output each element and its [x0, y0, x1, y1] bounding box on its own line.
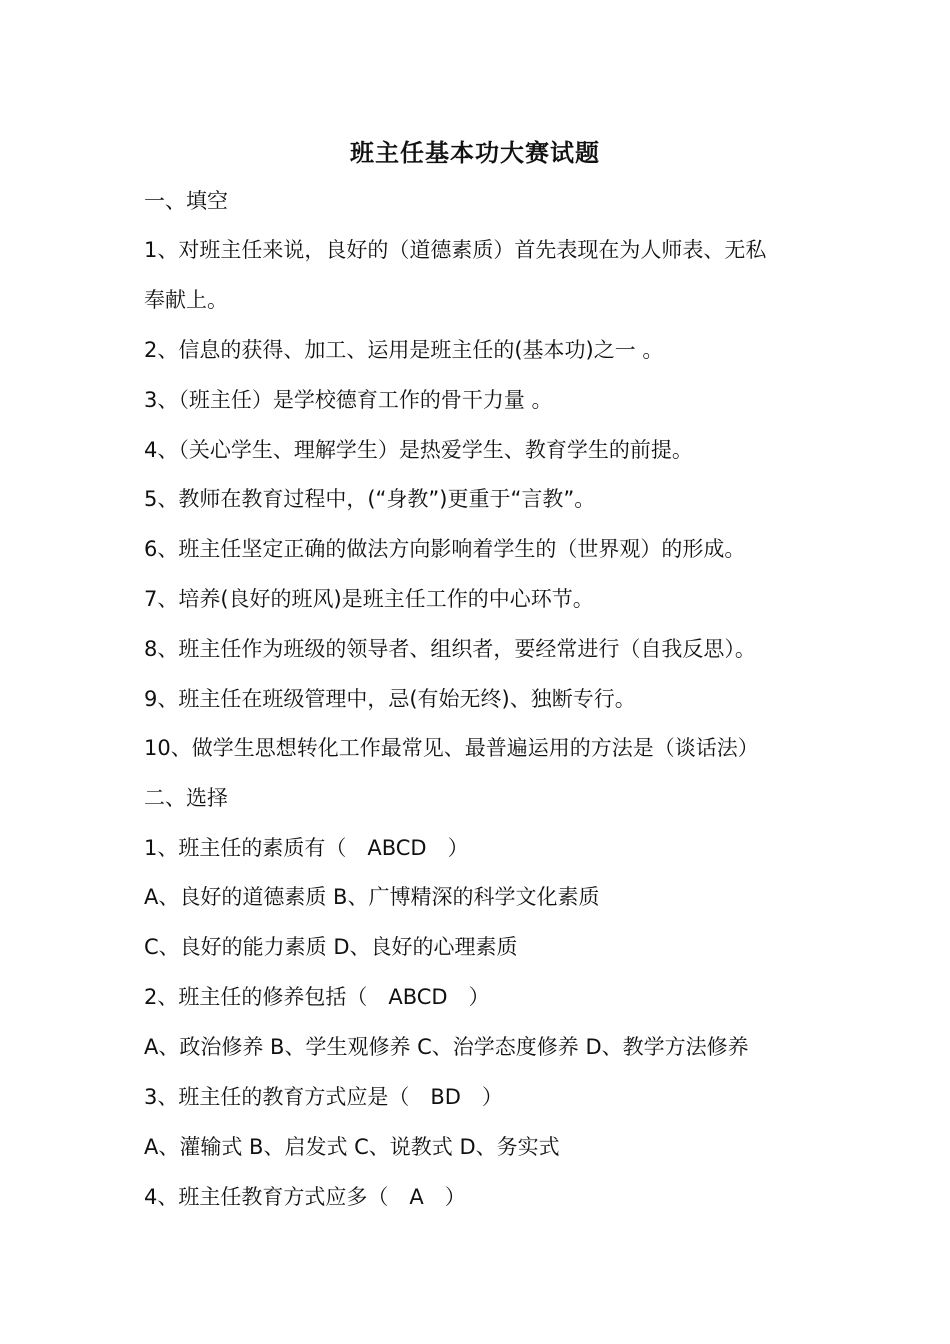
- question-text: 2、信息的获得、加工、运用是班主任的(基本功)之一 。: [144, 338, 664, 362]
- question-text: 8、班主任作为班级的领导者、组织者，要经常进行（自我反思）。: [144, 637, 756, 661]
- question-text: 1、对班主任来说，良好的（道德素质）首先表现在为人师表、无私: [144, 238, 767, 262]
- question-text: 10、做学生思想转化工作最常见、最普遍运用的方法是（谈话法）: [144, 736, 759, 760]
- question-text: 2、班主任的修养包括（ ABCD ）: [144, 985, 490, 1009]
- question-text: 3、（班主任）是学校德育工作的骨干力量 。: [144, 388, 553, 412]
- answer-options: A、灌输式 B、启发式 C、说教式 D、务实式: [144, 1135, 560, 1159]
- answer-options: A、政治修养 B、学生观修养 C、治学态度修养 D、教学方法修养: [144, 1035, 749, 1059]
- document-title: 班主任基本功大赛试题: [350, 139, 600, 167]
- question-text-continued: 奉献上。: [144, 288, 228, 312]
- question-text: 4、班主任教育方式应多（ A ）: [144, 1185, 466, 1209]
- question-text: 4、（关心学生、理解学生）是热爱学生、教育学生的前提。: [144, 438, 693, 462]
- question-text: 6、班主任坚定正确的做法方向影响着学生的（世界观）的形成。: [144, 537, 746, 561]
- question-text: 5、教师在教育过程中，(“身教”)更重于“言教”。: [144, 487, 596, 511]
- question-text: 1、班主任的素质有（ ABCD ）: [144, 836, 469, 860]
- answer-options: A、良好的道德素质 B、广博精深的科学文化素质: [144, 885, 600, 909]
- question-text: 3、班主任的教育方式应是（ BD ）: [144, 1085, 503, 1109]
- section-heading-choice: 二、选择: [144, 786, 228, 810]
- answer-options: C、良好的能力素质 D、良好的心理素质: [144, 935, 518, 959]
- section-heading-fill-in: 一、填空: [144, 189, 228, 213]
- question-text: 9、班主任在班级管理中，忌(有始无终)、独断专行。: [144, 687, 636, 711]
- question-text: 7、培养(良好的班风)是班主任工作的中心环节。: [144, 587, 594, 611]
